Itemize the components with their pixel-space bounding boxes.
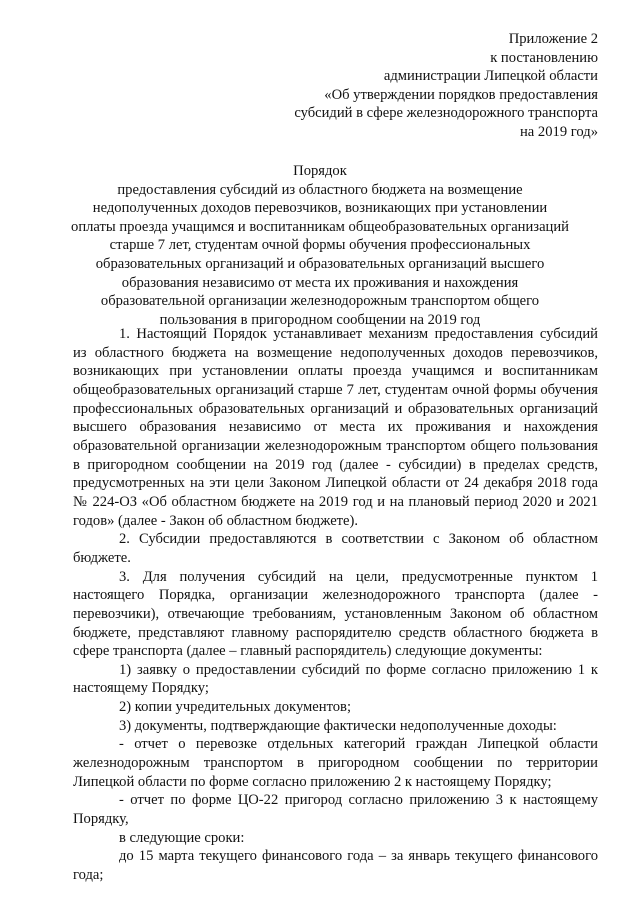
paragraph-report-1: - отчет о перевозке отдельных категорий граждан Липецкой области железнодорожным транспортом в пригородном сообщении по территории Липецкой области по форме согласно приложению 2 к настоящему Порядку;: [73, 736, 598, 790]
appendix-header: [268, 30, 598, 142]
paragraph-clause-1: 1. Настоящий Порядок устанавливает механизм предоставления субсидий из областного бюджета на возмещение недополученных доходов перевозчиков, возникающих при установлении оплаты проезда учащимся и воспитанникам общеобразовательных организаций старше 7 лет, студентам очной формы обучения профессиональных образовательных организаций и образовательных организаций высшего образования независимо от места их проживания и нахождения образовательной организации железнодорожным транспортом общего пользования в пригородном сообщении на 2019 год (далее - субсидии) в пределах средств, предусмотренных на эти цели Законом Липецкой области от 24 декабря 2018 года № 224-ОЗ «Об областном бюджете на 2019 год и на плановый период 2020 и 2021 годов» (далее - Закон об областном бюджете).: [73, 326, 598, 529]
title-line: образовательных организаций и образовательных организаций высшего: [95, 255, 545, 272]
paragraph-deadline-1: до 15 марта текущего финансового года – за январь текущего финансового года;: [73, 848, 598, 884]
document-body: [73, 325, 598, 885]
appendix-line: субсидий в сфере железнодорожного транспорта: [294, 105, 598, 122]
paragraph-item-3: 3) документы, подтверждающие фактически недополученные доходы:: [119, 717, 557, 734]
appendix-line: на 2019 год»: [520, 123, 598, 140]
title-line: предоставления субсидий из областного бюджета на возмещение: [117, 181, 523, 198]
title-line: пользования в пригородном сообщении на 2019 год: [159, 311, 481, 328]
appendix-line: к постановлению: [490, 49, 598, 66]
appendix-line: администрации Липецкой области: [383, 68, 598, 85]
appendix-line: «Об утверждении порядков предоставления: [324, 86, 598, 103]
title-line: образования независимо от места их проживания и нахождения: [121, 274, 519, 291]
appendix-line: Приложение 2: [508, 31, 598, 47]
paragraph-clause-3: 3. Для получения субсидий на цели, предусмотренные пунктом 1 настоящего Порядка, организации железнодорожного транспорта (далее - перевозчики), отвечающие требованиям, установленным Законом об областном бюджете, представляют главному распорядителю средств областного бюджета в сфере транспорта (далее – главный распорядитель) следующие документы:: [73, 568, 598, 660]
title-heading: Порядок: [293, 163, 347, 179]
title-line: старше 7 лет, студентам очной формы обучения профессиональных: [109, 237, 531, 254]
paragraph-report-2: - отчет по форме ЦО-22 пригород согласно приложению 3 к настоящему Порядку,: [73, 792, 598, 828]
paragraph-deadlines: в следующие сроки:: [119, 829, 245, 846]
title-line: образовательной организации железнодорожным транспортом общего: [100, 293, 540, 310]
paragraph-clause-2: 2. Субсидии предоставляются в соответствии с Законом об областном бюджете.: [73, 531, 598, 566]
paragraph-item-2: 2) копии учредительных документов;: [119, 699, 351, 716]
title-line: оплаты проезда учащимся и воспитанникам общеобразовательных организаций: [71, 218, 569, 235]
document-title: [50, 162, 590, 329]
paragraph-item-1: 1) заявку о предоставлении субсидий по форме согласно приложению 1 к настоящему Порядку;: [73, 661, 598, 697]
title-line: недополученных доходов перевозчиков, возникающих при установлении: [92, 200, 548, 217]
